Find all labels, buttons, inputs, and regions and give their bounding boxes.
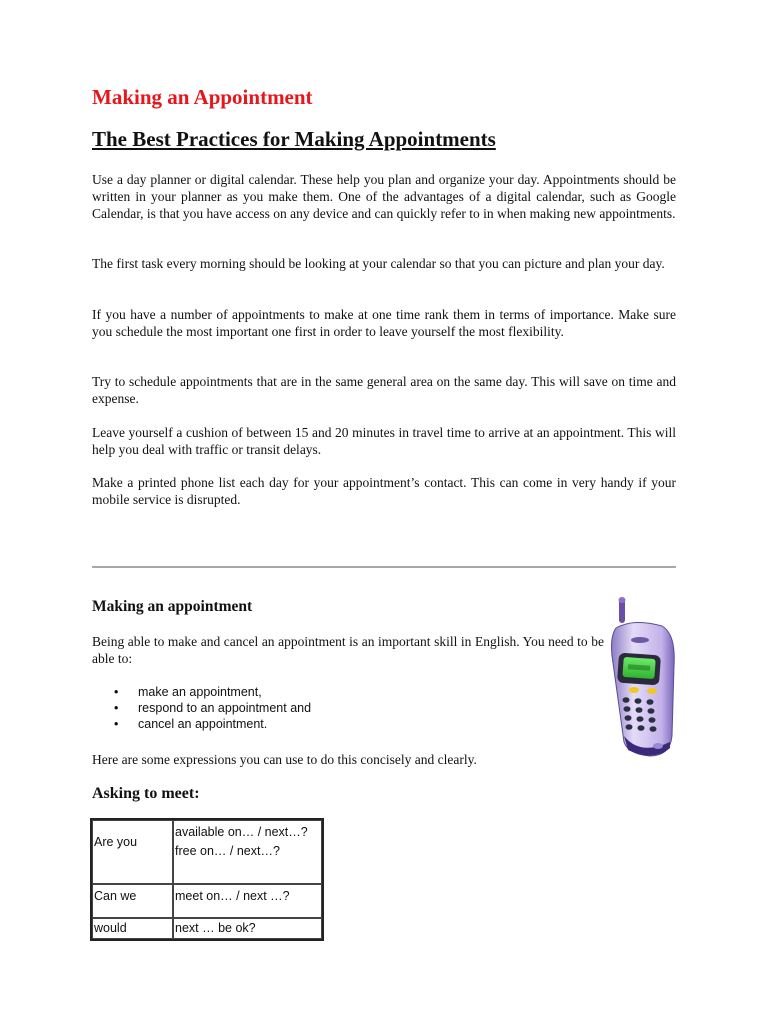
cell-text: next … be ok? <box>175 921 256 935</box>
list-item-text: cancel an appointment. <box>138 717 268 731</box>
table-cell <box>92 918 173 939</box>
expressions-table <box>90 818 324 941</box>
section-outro: Here are some expressions you can use to do this concisely and clearly. <box>92 752 477 767</box>
list-item <box>92 700 311 716</box>
list-item <box>92 684 311 700</box>
bullet-icon: • <box>114 717 119 731</box>
table-cell <box>92 820 173 884</box>
cell-text: free on… / next…? <box>175 844 280 858</box>
table-cell <box>92 884 173 918</box>
cell-text: available on… / next…? <box>175 825 308 839</box>
table-row <box>92 884 322 918</box>
paragraph: Leave yourself a cushion of between 15 and 20 minutes in travel time to arrive at an appointment. This will help you deal with traffic or transit delays. <box>92 425 676 457</box>
cell-text: would <box>94 921 127 935</box>
paragraph: Make a printed phone list each day for your appointment’s contact. This can come in very handy if your mobile service is disrupted. <box>92 475 676 507</box>
page-subtitle: The Best Practices for Making Appointments <box>92 127 496 151</box>
list-item-text: respond to an appointment and <box>138 701 312 715</box>
page-title: Making an Appointment <box>92 85 313 109</box>
cell-text: meet on… / next …? <box>175 889 290 903</box>
paragraph: The first task every morning should be looking at your calendar so that you can picture and plan your day. <box>92 256 665 271</box>
table-row <box>92 820 322 884</box>
bullet-list <box>92 684 311 732</box>
paragraph: Use a day planner or digital calendar. These help you plan and organize your day. Appointments should be written in your planner as you make them. One of the advantages of a digital calendar, such as Google Calendar, is that you have access on any device and can quickly refer to in when making new appointments. <box>92 172 676 221</box>
horizontal-divider <box>92 566 676 568</box>
paragraph: If you have a number of appointments to make at one time rank them in terms of importance. Make sure you schedule the most important one first in order to leave yourself the most flexibility. <box>92 307 676 339</box>
bullet-icon: • <box>114 685 119 699</box>
paragraph: Try to schedule appointments that are in the same general area on the same day. This will save on time and expense. <box>92 374 676 406</box>
table-cell <box>173 820 322 884</box>
mobile-phone-illustration <box>604 596 680 761</box>
cell-text: Can we <box>94 889 137 903</box>
list-item <box>92 716 311 732</box>
table-cell <box>173 884 322 918</box>
table-cell <box>173 918 322 939</box>
section-intro: Being able to make and cancel an appointment is an important skill in English. You need to be able to: <box>92 634 604 666</box>
section-heading: Making an appointment <box>92 598 253 615</box>
bullet-icon: • <box>114 701 119 715</box>
subsection-heading: Asking to meet: <box>92 785 200 802</box>
list-item-text: make an appointment, <box>138 685 262 699</box>
cell-text: Are you <box>94 835 138 849</box>
table-row <box>92 918 322 939</box>
phone-earpiece <box>631 637 649 643</box>
